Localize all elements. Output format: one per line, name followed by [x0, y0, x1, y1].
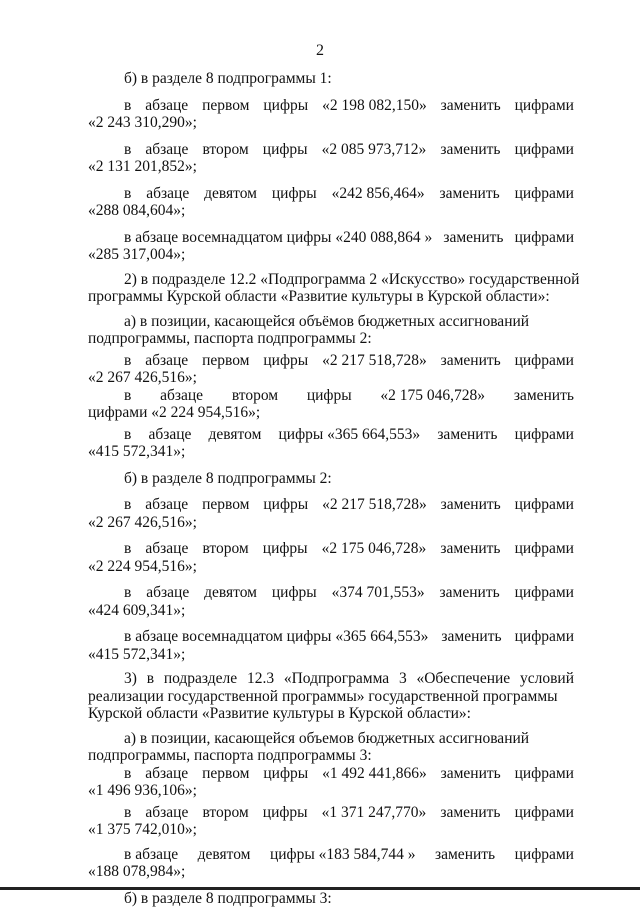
- line-word: цифры: [263, 97, 308, 115]
- line-word: заменить: [441, 496, 501, 514]
- line-word: заменить: [440, 141, 500, 159]
- line-word: цифры: [263, 496, 308, 514]
- line-row: [88, 670, 574, 688]
- line-word: цифры: [263, 804, 308, 822]
- line-word: цифры: [263, 540, 308, 558]
- line-word: «374 701,553»: [332, 584, 425, 602]
- line-word: цифры: [272, 185, 317, 203]
- line-row: [88, 271, 574, 289]
- line-word: абзаце: [145, 540, 188, 558]
- line-word: девятом: [198, 846, 251, 864]
- line-word: цифрами: [515, 185, 574, 203]
- line-word: цифры: [263, 765, 308, 783]
- line-word: 12.3: [247, 670, 274, 688]
- line-word: цифры: [263, 141, 308, 159]
- line-word: девятом: [204, 185, 257, 203]
- line-word: цифрами: [515, 540, 574, 558]
- line-word: условий: [520, 670, 574, 688]
- line-word: «242 856,464»: [332, 185, 425, 203]
- line-word: 3: [399, 670, 407, 688]
- line-word: заменить: [441, 628, 501, 646]
- paragraph-section8-sub3: б) в разделе 8 подпрограммы 3:: [88, 890, 574, 907]
- paragraph-line: «2 267 426,516»;: [88, 369, 574, 387]
- line-word: цифрами: [515, 426, 574, 444]
- line-word: абзаце: [145, 804, 188, 822]
- line-word: в: [124, 387, 131, 405]
- line-word: втором: [232, 387, 278, 405]
- line-row: [88, 584, 574, 602]
- line-word: абзаце: [146, 185, 189, 203]
- line-word: первом: [202, 765, 249, 783]
- paragraph-line: «285 317,004»;: [88, 246, 574, 264]
- line-word: втором: [202, 141, 248, 159]
- paragraph-line: «1 496 936,106»;: [88, 782, 574, 800]
- line-word: в: [124, 141, 131, 159]
- line-word: «2 217 518,728»: [322, 352, 427, 370]
- line-word: заменить: [441, 765, 501, 783]
- line-word: цифрами: [515, 352, 574, 370]
- line-row: [88, 141, 574, 159]
- line-word: цифрами: [515, 846, 574, 864]
- line-word: в абзаце восемнадцатом цифры «365 664,553»: [124, 628, 428, 646]
- line-word: заменить: [514, 387, 574, 405]
- line-word: втором: [202, 540, 248, 558]
- line-word: заменить: [441, 352, 501, 370]
- line-word: в: [124, 584, 131, 602]
- line-word: абзаце: [146, 584, 189, 602]
- paragraph-line: «415 572,341»;: [88, 646, 574, 664]
- line-word: цифрами: [515, 628, 574, 646]
- paragraph-line: «2 243 310,290»;: [88, 114, 574, 132]
- line-word: в: [124, 540, 131, 558]
- paragraph-line: «415 572,341»;: [88, 443, 574, 461]
- paragraph-line: реализации государственной программы» государственной программы: [88, 688, 574, 706]
- line-word: заменить: [440, 540, 500, 558]
- line-word: девятом: [209, 426, 262, 444]
- line-word: цифрами: [515, 804, 574, 822]
- line-row: [88, 352, 574, 370]
- line-word: заменить: [435, 846, 495, 864]
- line-word: «Обеспечение: [416, 670, 510, 688]
- paragraph-section8-sub1: б) в разделе 8 подпрограммы 1:: [88, 70, 574, 88]
- paragraph-section8-sub2: б) в разделе 8 подпрограммы 2:: [88, 470, 574, 488]
- document-body: [88, 70, 574, 907]
- paragraph-line: «288 084,604»;: [88, 202, 574, 220]
- line-word: первом: [202, 352, 249, 370]
- line-word: «2 175 046,728»: [322, 540, 427, 558]
- line-word: подразделе: [164, 670, 237, 688]
- line-row: [88, 730, 574, 748]
- line-word: в: [124, 185, 131, 203]
- line-word: абзаце: [145, 352, 188, 370]
- line-row: [88, 496, 574, 514]
- line-word: первом: [202, 496, 249, 514]
- line-word: первом: [202, 97, 249, 115]
- line-word: девятом: [204, 584, 257, 602]
- line-word: абзаце: [145, 765, 188, 783]
- line-row: [88, 97, 574, 115]
- line-row: [88, 387, 574, 405]
- line-word: в: [124, 496, 131, 514]
- line-word: в: [124, 804, 131, 822]
- line-row: [88, 540, 574, 558]
- line-word: в: [124, 765, 131, 783]
- line-word: цифрами: [515, 584, 574, 602]
- line-word: заменить: [440, 584, 500, 602]
- paragraph-line: программы Курской области «Развитие культуры в Курской области»:: [88, 288, 574, 306]
- line-row: [88, 426, 574, 444]
- line-word: цифры: [307, 387, 352, 405]
- line-word: цифрами: [515, 141, 574, 159]
- paragraph-line: цифрами «2 224 954,516»;: [88, 404, 574, 422]
- line-word: заменить: [443, 229, 503, 247]
- paragraph-line: «1 375 742,010»;: [88, 821, 574, 839]
- line-word: цифры «183 584,744 »: [270, 846, 416, 864]
- line-word: заменить: [440, 804, 500, 822]
- paragraph-line: «2 131 201,852»;: [88, 158, 574, 176]
- line-word: абзаце: [160, 387, 203, 405]
- line-word: втором: [202, 804, 248, 822]
- paragraph-line: «424 609,341»;: [88, 602, 574, 620]
- line-word: «2 198 082,150»: [322, 97, 427, 115]
- line-word: в: [124, 97, 131, 115]
- line-word: цифрами: [515, 765, 574, 783]
- line-word: «1 371 247,770»: [322, 804, 427, 822]
- line-row: [88, 846, 574, 864]
- line-word: заменить: [441, 97, 501, 115]
- line-word: цифры «365 664,553»: [279, 426, 421, 444]
- line-word: 2) в подразделе 12.2 «Подпрограмма 2 «Искусство» государственной: [124, 271, 579, 289]
- page-number: 2: [0, 42, 640, 60]
- line-word: «Подпрограмма: [284, 670, 389, 688]
- line-word: в: [124, 352, 131, 370]
- line-row: [88, 765, 574, 783]
- line-word: абзаце: [145, 97, 188, 115]
- line-word: цифрами: [515, 229, 574, 247]
- paragraph-line: подпрограммы, паспорта подпрограммы 2:: [88, 330, 574, 348]
- line-word: в абзаце: [124, 846, 178, 864]
- line-word: в: [124, 426, 131, 444]
- line-word: в абзаце восемнадцатом цифры «240 088,864 »: [124, 229, 432, 247]
- line-word: цифры: [263, 352, 308, 370]
- paragraph-line: «2 224 954,516»;: [88, 558, 574, 576]
- line-word: «1 492 441,866»: [322, 765, 427, 783]
- line-word: в: [147, 670, 154, 688]
- line-word: заменить: [440, 185, 500, 203]
- line-word: заменить: [437, 426, 497, 444]
- line-word: абзаце: [145, 496, 188, 514]
- line-row: [88, 229, 574, 247]
- line-word: «2 085 973,712»: [322, 141, 427, 159]
- line-word: «2 217 518,728»: [322, 496, 427, 514]
- paragraph-line: «2 267 426,516»;: [88, 514, 574, 532]
- line-word: цифры: [272, 584, 317, 602]
- paragraph-line: «188 078,984»;: [88, 863, 574, 881]
- line-word: цифрами: [515, 97, 574, 115]
- line-word: цифрами: [515, 496, 574, 514]
- paragraph-line: Курской области «Развитие культуры в Курской области»:: [88, 705, 574, 723]
- line-word: а) в позиции, касающейся объёмов бюджетных ассигнований: [124, 313, 529, 331]
- line-row: [88, 804, 574, 822]
- line-word: 3): [124, 670, 137, 688]
- line-row: [88, 185, 574, 203]
- line-word: а) в позиции, касающейся объемов бюджетных ассигнований: [124, 730, 529, 748]
- line-word: абзаце: [148, 426, 191, 444]
- page-bottom-rule: [0, 887, 640, 890]
- line-word: абзаце: [145, 141, 188, 159]
- line-row: [88, 313, 574, 331]
- line-word: «2 175 046,728»: [380, 387, 485, 405]
- line-row: [88, 628, 574, 646]
- paragraph-line: подпрограммы, паспорта подпрограммы 3:: [88, 747, 574, 765]
